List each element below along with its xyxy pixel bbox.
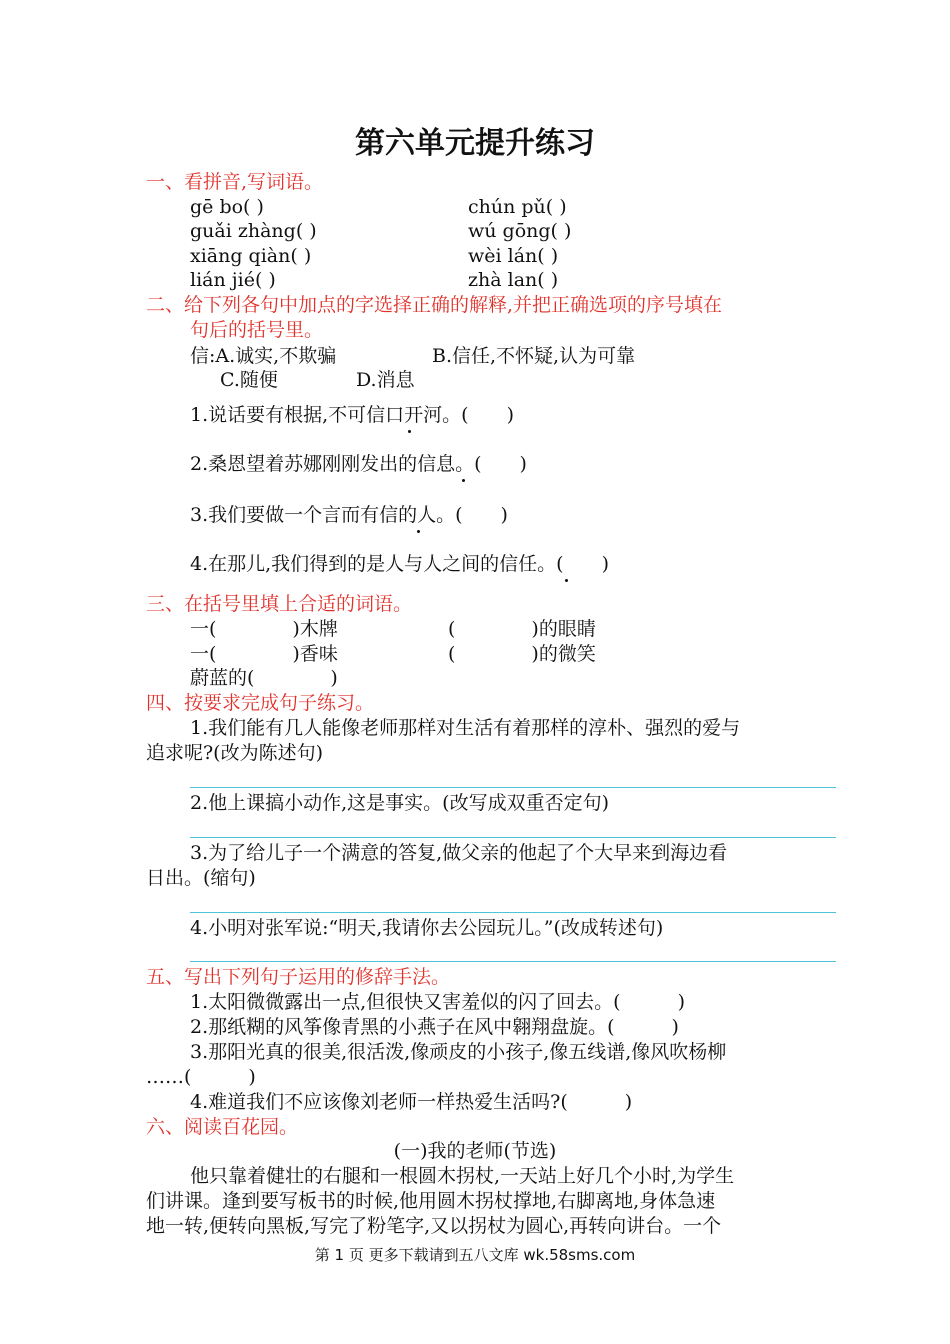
pinyin-item: zhà lan( ) xyxy=(468,269,559,291)
pinyin-item: lián jié( ) xyxy=(190,269,276,291)
section-4-heading: 四、按要求完成句子练习。 xyxy=(146,692,375,714)
option-c: C.随便 xyxy=(220,369,278,391)
answer-line xyxy=(190,837,836,838)
option-b: B.信任,不怀疑,认为可靠 xyxy=(432,345,636,367)
question-item: 1.我们能有几人能像老师那样对生活有着那样的淳朴、强烈的爱与 xyxy=(190,717,741,739)
emphasis-dot xyxy=(417,530,420,533)
emphasis-dot xyxy=(462,479,465,482)
question-item: 3.我们要做一个言而有信的人。( ) xyxy=(190,504,508,526)
pinyin-item: gē bo( ) xyxy=(190,196,264,218)
fill-item: 一( )木牌 xyxy=(190,618,338,640)
pinyin-item: wèi lán( ) xyxy=(468,245,559,267)
pinyin-item: chún pǔ( ) xyxy=(468,196,567,218)
question-item: 日出。(缩句) xyxy=(146,867,256,889)
pinyin-item: xiāng qiàn( ) xyxy=(190,245,312,267)
question-item: 4.小明对张军说:“明天,我请你去公园玩儿。”(改成转述句) xyxy=(190,917,664,939)
passage-line: 们讲课。逢到要写板书的时候,他用圆木拐杖撑地,右脚离地,身体急速 xyxy=(146,1190,716,1212)
question-item: 4.在那儿,我们得到的是人与人之间的信任。( ) xyxy=(190,553,609,575)
section-1-heading: 一、看拼音,写词语。 xyxy=(146,171,324,193)
question-item: 2.他上课搞小动作,这是事实。(改写成双重否定句) xyxy=(190,792,609,814)
passage-title: (一)我的老师(节选) xyxy=(393,1140,557,1162)
emphasis-dot xyxy=(408,430,411,433)
section-2-heading: 二、给下列各句中加点的字选择正确的解释,并把正确选项的序号填在 xyxy=(146,294,723,316)
page-title: 第六单元提升练习 xyxy=(355,126,595,161)
fill-item: ( )的微笑 xyxy=(448,643,596,665)
pinyin-item: wú gōng( ) xyxy=(468,220,572,242)
question-item: 1.太阳微微露出一点,但很快又害羞似的闪了回去。( ) xyxy=(190,991,685,1013)
page-footer: 第 1 页 更多下载请到五八文库 wk.58sms.com xyxy=(314,1246,636,1264)
section-2-heading-cont: 句后的括号里。 xyxy=(190,319,324,341)
question-item: 3.那阳光真的很美,很活泼,像顽皮的小孩子,像五线谱,像风吹杨柳 xyxy=(190,1041,727,1063)
answer-line xyxy=(190,912,836,913)
question-item: 2.那纸糊的风筝像青黑的小燕子在风中翱翔盘旋。( ) xyxy=(190,1016,679,1038)
fill-item: 一( )香味 xyxy=(190,643,338,665)
passage-line: 地一转,便转向黑板,写完了粉笔字,又以拐杖为圆心,再转向讲台。一个 xyxy=(146,1215,722,1237)
question-item: 追求呢?(改为陈述句) xyxy=(146,742,324,764)
question-item: 2.桑恩望着苏娜刚刚发出的信息。( ) xyxy=(190,453,527,475)
emphasis-dot xyxy=(565,579,568,582)
question-item: 1.说话要有根据,不可信口开河。( ) xyxy=(190,404,514,426)
answer-line xyxy=(190,961,836,962)
question-item: 3.为了给儿子一个满意的答复,做父亲的他起了个大早来到海边看 xyxy=(190,842,728,864)
passage-line: 他只靠着健壮的右腿和一根圆木拐杖,一天站上好几个小时,为学生 xyxy=(190,1165,735,1187)
question-item: 4.难道我们不应该像刘老师一样热爱生活吗?( ) xyxy=(190,1091,633,1113)
option-a: 信:A.诚实,不欺骗 xyxy=(190,345,337,367)
question-item: ……( ) xyxy=(146,1066,256,1088)
pinyin-item: guǎi zhàng( ) xyxy=(190,220,317,242)
answer-line xyxy=(190,787,836,788)
fill-item: ( )的眼睛 xyxy=(448,618,596,640)
section-6-heading: 六、阅读百花园。 xyxy=(146,1116,299,1138)
section-3-heading: 三、在括号里填上合适的词语。 xyxy=(146,593,413,615)
section-5-heading: 五、写出下列句子运用的修辞手法。 xyxy=(146,966,451,988)
fill-item: 蔚蓝的( ) xyxy=(190,667,338,689)
option-d: D.消息 xyxy=(356,369,415,391)
